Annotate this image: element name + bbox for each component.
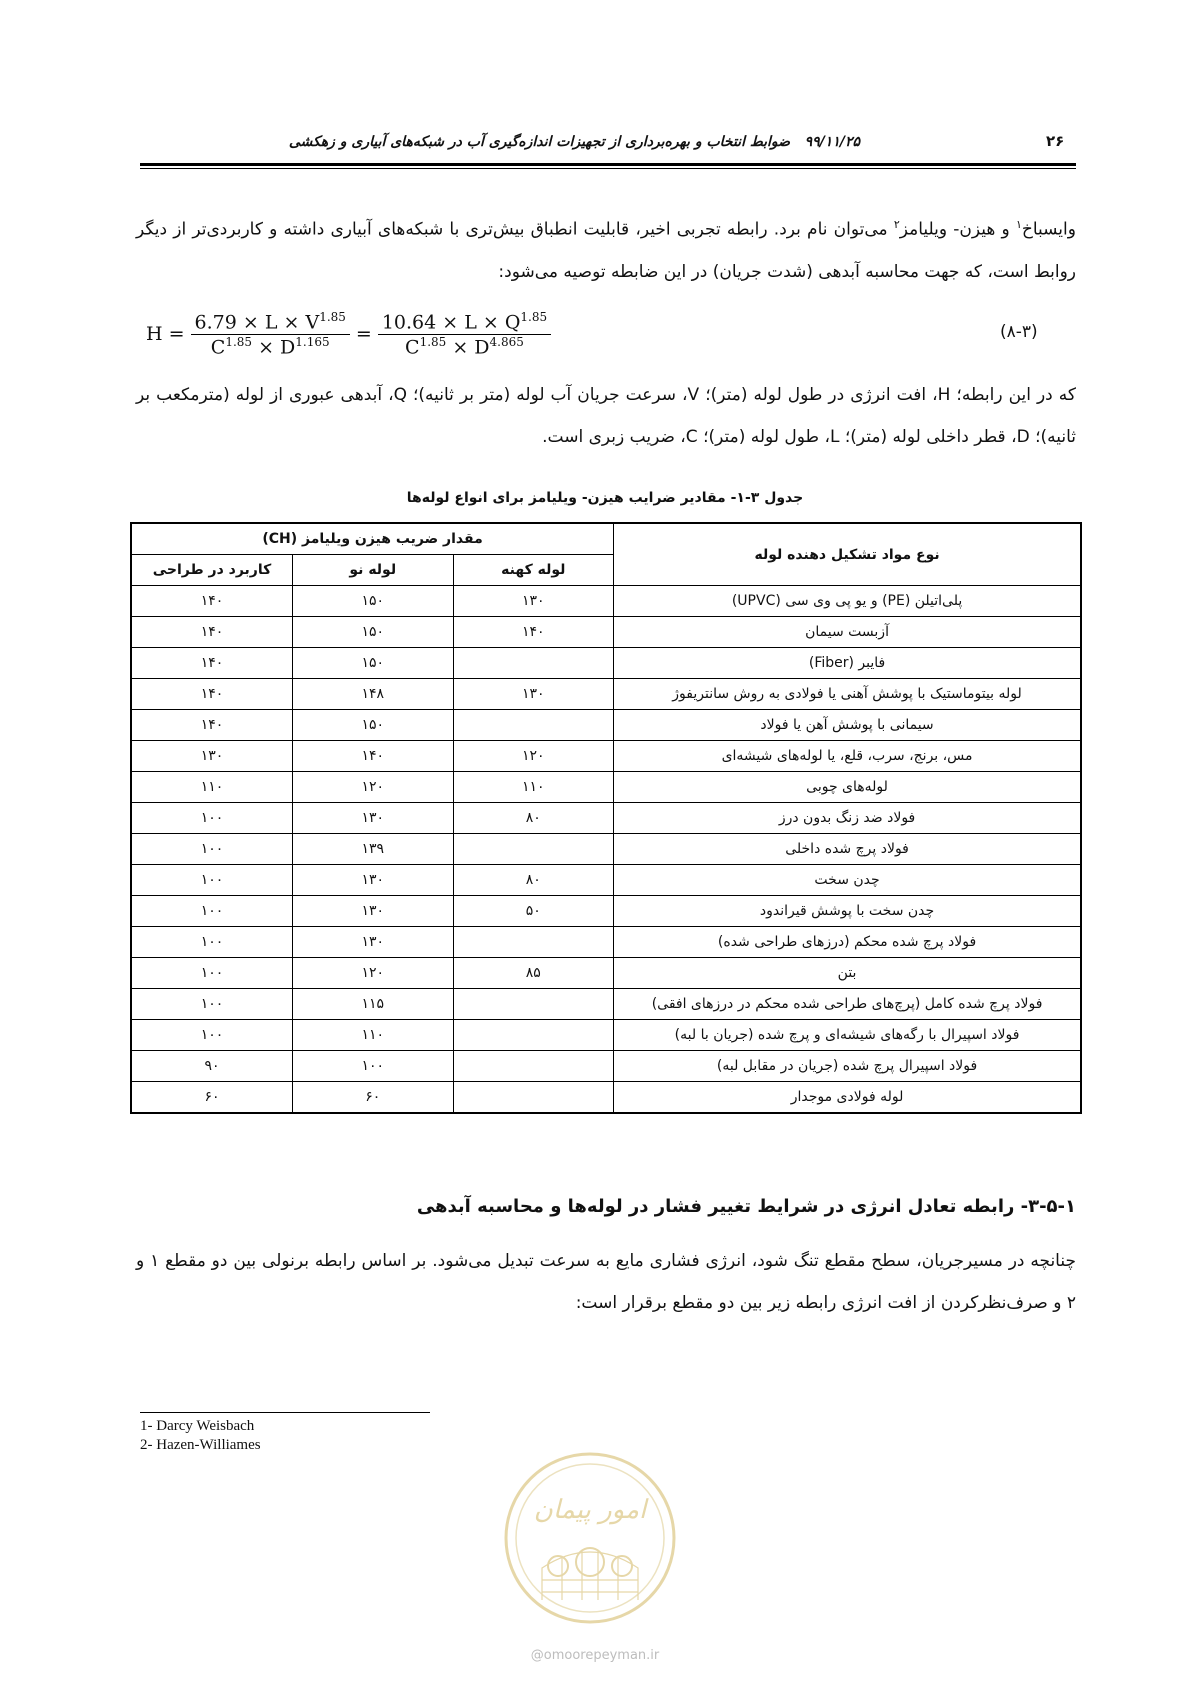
cell-new: ۱۴۸ [293,679,454,710]
cell-new: ۱۳۰ [293,896,454,927]
watermark-logo-icon [502,1450,678,1626]
header-date: ۹۹/۱۱/۲۵ [804,134,860,150]
footnote-2: 2- Hazen-Williames [140,1437,261,1453]
cell-material: پلی‌اتیلن (PE) و یو پی وی سی (UPVC) [614,586,1081,617]
cell-material: فولاد پرچ شده کامل (پرچ‌های طراحی شده محکم در درزهای افقی) [614,989,1081,1020]
cell-old [453,710,614,741]
intro-paragraph [136,204,1076,293]
cell-old: ۸۰ [453,803,614,834]
formula-fraction-2 [378,310,551,358]
col-old-header: لوله کهنه [453,555,614,586]
cell-design: ۱۴۰ [131,710,293,741]
cell-old: ۵۰ [453,896,614,927]
cell-design: ۱۱۰ [131,772,293,803]
formula-equals: = [355,323,372,345]
cell-old [453,927,614,958]
cell-new: ۱۱۰ [293,1020,454,1051]
cell-material: سیمانی با پوشش آهن یا فولاد [614,710,1081,741]
cell-new: ۱۲۰ [293,772,454,803]
cell-material: فولاد اسپیرال پرچ شده (جریان در مقابل لبه) [614,1051,1081,1082]
cell-new: ۱۳۰ [293,865,454,896]
cell-new: ۱۵۰ [293,617,454,648]
table-row [131,617,1081,648]
table-row [131,896,1081,927]
cell-design: ۱۳۰ [131,741,293,772]
cell-old: ۸۵ [453,958,614,989]
cell-design: ۶۰ [131,1082,293,1114]
cell-design: ۱۴۰ [131,648,293,679]
cell-old [453,1082,614,1114]
cell-old [453,1051,614,1082]
table-row [131,803,1081,834]
cell-design: ۱۰۰ [131,927,293,958]
table-row [131,648,1081,679]
para-text: وایسباخ [1021,219,1076,240]
cell-material: لوله‌های چوبی [614,772,1081,803]
formula-lhs: H = [146,323,185,345]
cell-old: ۱۲۰ [453,741,614,772]
watermark-site: @omoorepeyman.ir [530,1648,660,1663]
footnote-ref-2[interactable]: ۲ [893,218,900,231]
cell-new: ۱۲۰ [293,958,454,989]
cell-design: ۱۰۰ [131,989,293,1020]
running-header [289,134,860,150]
cell-design: ۱۰۰ [131,803,293,834]
cell-old [453,648,614,679]
table-row [131,927,1081,958]
cell-material: فولاد ضد زنگ بدون درز [614,803,1081,834]
table-row [131,772,1081,803]
col-material-header: نوع مواد تشکیل دهنده لوله [614,523,1081,586]
col-new-header: لوله نو [293,555,454,586]
cell-old: ۱۱۰ [453,772,614,803]
cell-new: ۱۵۰ [293,586,454,617]
hazen-williams-formula [146,304,553,364]
equation-number: (۸-۳) [1000,322,1038,342]
cell-old [453,834,614,865]
cell-material: فایبر (Fiber) [614,648,1081,679]
table-row [131,958,1081,989]
cell-new: ۶۰ [293,1082,454,1114]
cell-new: ۱۳۰ [293,803,454,834]
cell-design: ۱۰۰ [131,865,293,896]
cell-material: بتن [614,958,1081,989]
cell-new: ۱۰۰ [293,1051,454,1082]
fraction-denominator: $C^{1.85} \times D^{4.865}$ [405,334,524,358]
header-rule-thin [140,168,1076,169]
watermark-logo-text: امور پیمان [533,1495,647,1525]
cell-material: مس، برنج، سرب، قلع، یا لوله‌های شیشه‌ای [614,741,1081,772]
para-text: می‌توان نام برد. رابطه تجربی اخیر، قابلیت انطباق بیش‌تری با شبکه‌های آبیاری داشته و کاربردی‌تر از دیگر روابط است، که جهت محاسبه آبدهی (شدت جریان) در این ضابطه توصیه می‌شود: [136,219,1076,282]
table-row [131,679,1081,710]
hazen-williams-table [130,522,1082,1114]
table-row [131,710,1081,741]
para-text: و هیزن- ویلیامز [899,219,1016,240]
cell-new: ۱۵۰ [293,648,454,679]
cell-design: ۱۴۰ [131,586,293,617]
fraction-denominator: $C^{1.85} \times D^{1.165}$ [210,334,330,358]
cell-old [453,1020,614,1051]
cell-new: ۱۵۰ [293,710,454,741]
cell-old: ۱۳۰ [453,679,614,710]
cell-material: فولاد پرچ شده داخلی [614,834,1081,865]
cell-material: لوله بیتوماستیک با پوشش آهنی یا فولادی به روش سانتریفوژ [614,679,1081,710]
cell-old [453,989,614,1020]
cell-design: ۱۰۰ [131,896,293,927]
table-row [131,865,1081,896]
group-header: مقدار ضریب هیزن ویلیامز (CH) [131,523,614,555]
footnote-ref-1[interactable]: ۱ [1015,218,1022,231]
cell-new: ۱۳۰ [293,927,454,958]
table-row [131,1020,1081,1051]
cell-material: لوله فولادی موجدار [614,1082,1081,1114]
header-title: ضوابط انتخاب و بهره‌برداری از تجهیزات اندازه‌گیری آب در شبکه‌های آبیاری و زهکشی [288,134,791,150]
cell-old: ۱۴۰ [453,617,614,648]
cell-material: آزبست سیمان [614,617,1081,648]
table-row [131,1051,1081,1082]
fraction-numerator: $10.64 \times L \times Q^{1.85}$ [381,310,548,334]
cell-design: ۱۰۰ [131,958,293,989]
cell-material: چدن سخت با پوشش قیراندود [614,896,1081,927]
cell-design: ۱۰۰ [131,834,293,865]
cell-material: فولاد پرچ شده محکم (درزهای طراحی شده) [614,927,1081,958]
page-number: ۲۶ [1046,132,1065,150]
table-row [131,741,1081,772]
cell-new: ۱۱۵ [293,989,454,1020]
cell-new: ۱۳۹ [293,834,454,865]
cell-material: فولاد اسپیرال با رگه‌های شیشه‌ای و پرچ شده (جریان با لبه) [614,1020,1081,1051]
section-title: ۳-۵-۱- رابطه تعادل انرژی در شرایط تغییر فشار در لوله‌ها و محاسبه آبدهی [416,1196,1076,1217]
header-rule-thick [140,163,1076,166]
table-row [131,1082,1081,1114]
footnote-rule [140,1412,430,1413]
fraction-numerator: $6.79 \times L \times V^{1.85}$ [194,310,346,334]
table-row [131,834,1081,865]
cell-design: ۱۰۰ [131,1020,293,1051]
cell-design: ۹۰ [131,1051,293,1082]
variables-paragraph: که در این رابطه؛ H، افت انرژی در طول لوله (متر)؛ V، سرعت جریان آب لوله (متر بر ثانیه)؛ Q، آبدهی عبوری از لوله (مترمکعب بر ثانیه)؛ D، قطر داخلی لوله (متر)؛ L، طول لوله (متر)؛ C، ضریب زبری است. [136,385,1076,447]
col-design-header: کاربرد در طراحی [131,555,293,586]
cell-design: ۱۴۰ [131,617,293,648]
table-row [131,586,1081,617]
table-row [131,989,1081,1020]
bernoulli-paragraph: چنانچه در مسیرجریان، سطح مقطع تنگ شود، انرژی فشاری مایع به سرعت تبدیل می‌شود. بر اساس رابطه برنولی بین دو مقطع ۱ و ۲ و صرف‌نظرکردن از افت انرژی رابطه زیر بین دو مقطع برقرار است: [136,1251,1076,1313]
cell-new: ۱۴۰ [293,741,454,772]
cell-design: ۱۴۰ [131,679,293,710]
table-caption: جدول ۳-۱- مقادیر ضرایب هیزن- ویلیامز برای انواع لوله‌ها [406,490,804,506]
cell-old: ۸۰ [453,865,614,896]
cell-old: ۱۳۰ [453,586,614,617]
cell-material: چدن سخت [614,865,1081,896]
footnote-1: 1- Darcy Weisbach [140,1418,255,1434]
formula-fraction-1 [191,310,350,358]
